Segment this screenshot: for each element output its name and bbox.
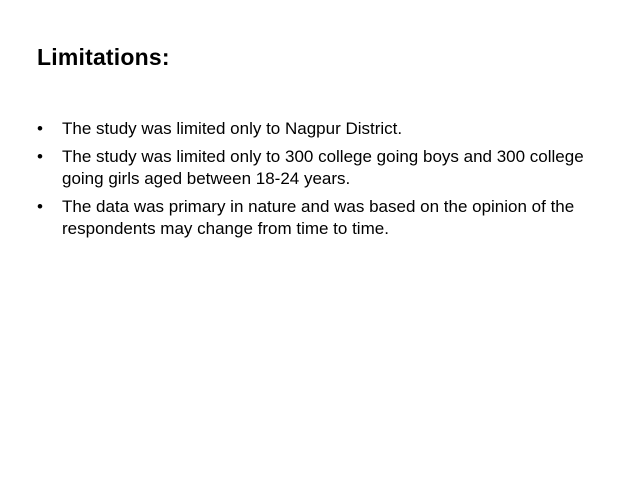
bullet-text: The data was primary in nature and was based on the opinion of the respondents may change from time to time. (62, 197, 575, 238)
bullet-list (37, 118, 607, 246)
bullet-dot-icon: • (37, 147, 43, 166)
bullet-item (37, 118, 607, 140)
bullet-dot-icon: • (37, 197, 43, 216)
bullet-item (37, 196, 607, 240)
slide-title: Limitations: (37, 44, 170, 70)
bullet-item (37, 146, 607, 190)
bullet-dot-icon: • (37, 119, 43, 138)
bullet-text: The study was limited only to Nagpur District. (62, 119, 403, 138)
bullet-text: The study was limited only to 300 college going boys and 300 college going girls aged between 18-24 years. (62, 147, 584, 188)
